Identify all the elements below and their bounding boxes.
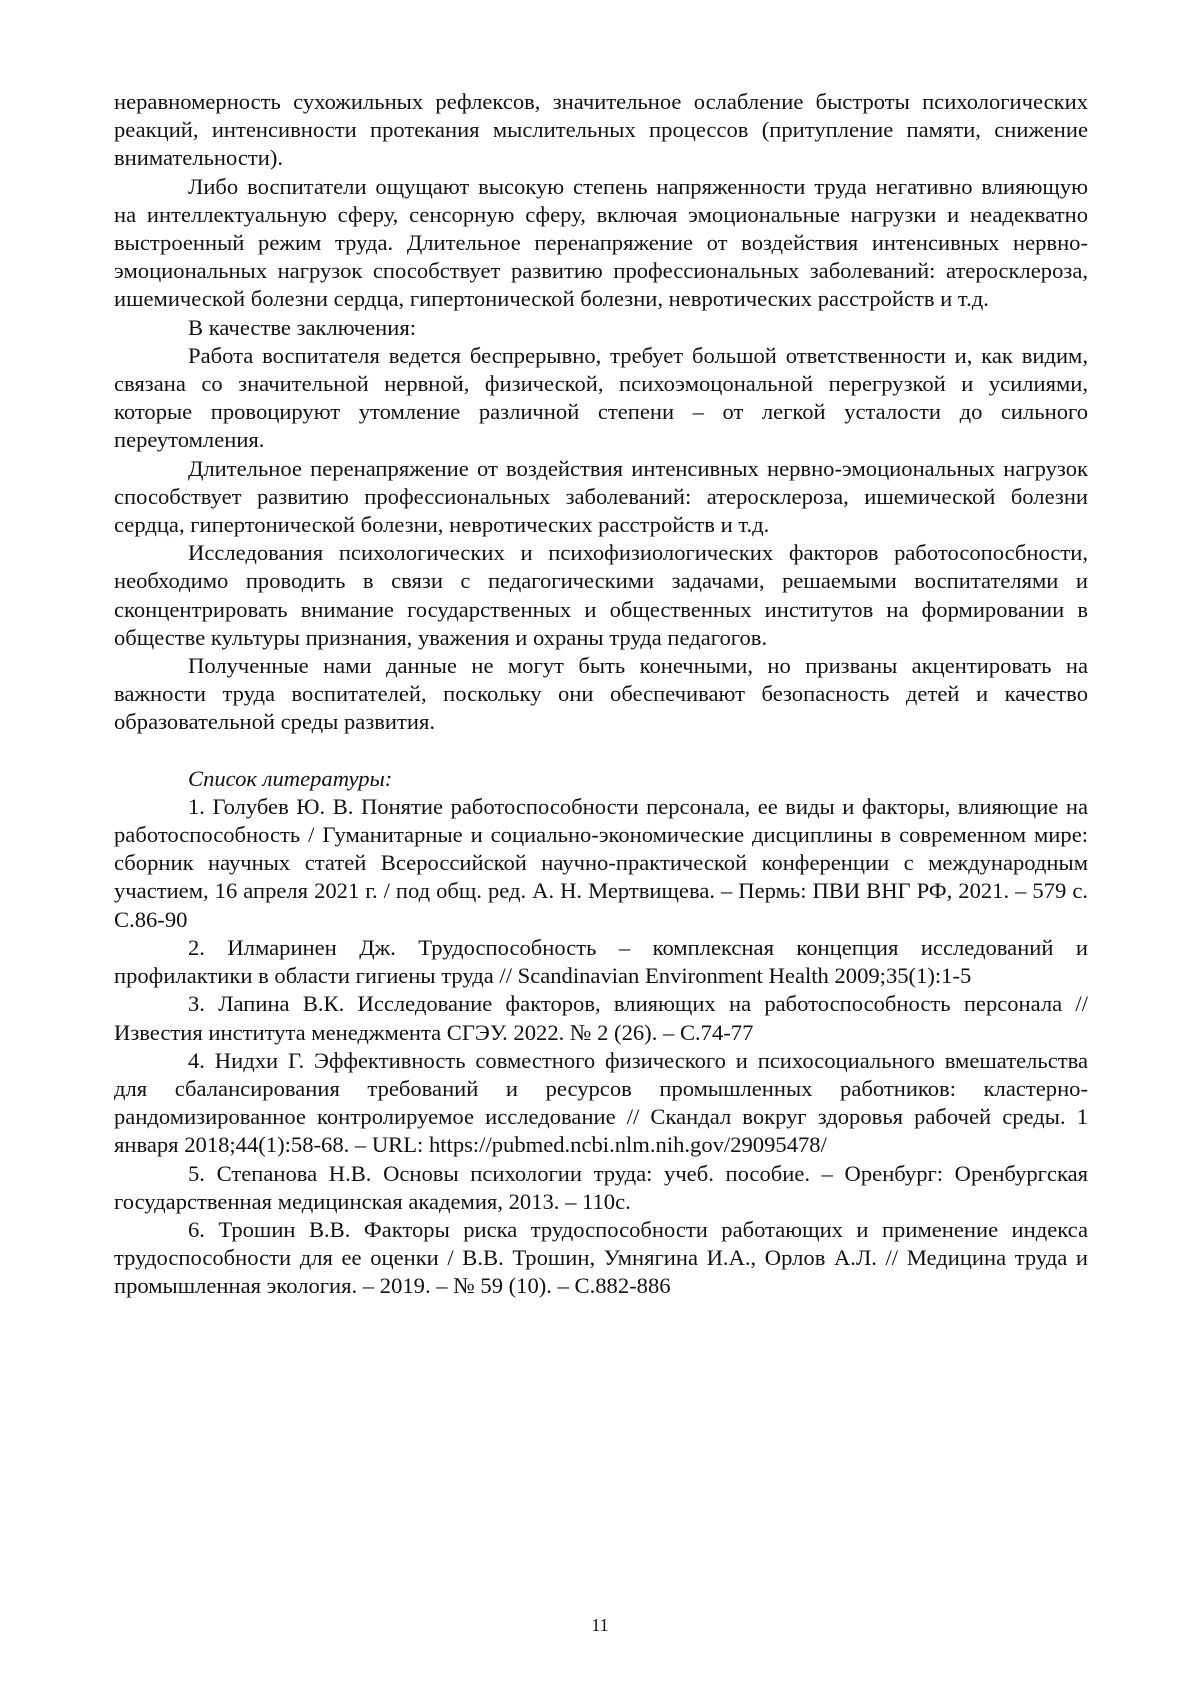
conclusion-heading: В качестве заключения: bbox=[188, 314, 417, 340]
page-number: 11 bbox=[591, 1615, 609, 1635]
reference-item: 2. Илмаринен Дж. Трудоспособность – комплексная концепция исследований и профилактики в области гигиены труда // Scandinavian Environment Health 2009;35(1):1-5 bbox=[114, 934, 1088, 989]
body-paragraph: Длительное перенапряжение от воздействия интенсивных нервно-эмоциональных нагрузок способствует развитию профессиональных заболеваний: атеросклероза, ишемической болезни сердца, гипертонической болезни, невротических расстройств и т.д. bbox=[114, 455, 1088, 538]
reference-item: 4. Нидхи Г. Эффективность совместного физического и психосоциального вмешательства для сбалансирования требований и ресурсов промышленных работников: кластерно-рандомизированное контролируемое исследование // Скандал вокруг здоровья рабочей среды. 1 января 2018;44(1):58-68. – URL: https://pubmed.ncbi.nlm.nih.gov/29095478/ bbox=[114, 1047, 1088, 1158]
reference-item: 1. Голубев Ю. В. Понятие работоспособности персонала, ее виды и факторы, влияющие на работоспособность / Гуманитарные и социально-экономические дисциплины в современном мире: сборник научных статей Всероссийской научно-практической конференции с международным участием, 16 апреля 2021 г. / под общ. ред. А. Н. Мертвищева. – Пермь: ПВИ ВНГ РФ, 2021. – 579 с. С.86-90 bbox=[114, 793, 1088, 932]
references-title: Список литературы: bbox=[188, 765, 393, 791]
reference-list bbox=[114, 793, 1088, 1301]
body-paragraph: Исследования психологических и психофизиологических факторов работосопосбности, необходимо проводить в связи с педагогическими задачами, решаемыми воспитателями и сконцентрировать внимание государственных и общественных институтов на формировании в обществе культуры признания, уважения и охраны труда педагогов. bbox=[114, 540, 1088, 650]
reference-item: 5. Степанова Н.В. Основы психологии труда: учеб. пособие. – Оренбург: Оренбургская государственная медицинская академия, 2013. – 110с. bbox=[114, 1160, 1088, 1214]
reference-item: 3. Лапина В.К. Исследование факторов, влияющих на работоспособность персонала // Известия института менеджмента СГЭУ. 2022. № 2 (26). – С.74-77 bbox=[114, 991, 1088, 1045]
body-paragraph: Работа воспитателя ведется беспрерывно, требует большой ответственности и, как видим, связана со значительной нервной, физической, психоэмоцональной перегрузкой и усилиями, которые провоцируют утомление различной степени – от легкой усталости до сильного переутомления. bbox=[114, 342, 1088, 453]
body-paragraph-continuation: неравномерность сухожильных рефлексов, значительное ослабление быстроты психологических реакций, интенсивности протекания мыслительных процессов (притупление памяти, снижение внимательности). bbox=[114, 89, 1088, 171]
body-paragraph: Либо воспитатели ощущают высокую степень напряженности труда негативно влияющую на интеллектуальную сферу, сенсорную сферу, включая эмоциональные нагрузки и неадекватно выстроенный режим труда. Длительное перенапряжение от воздействия интенсивных нервно-эмоциональных нагрузок способствует развитию профессиональных заболеваний: атеросклероза, ишемической болезни сердца, гипертонической болезни, невротических расстройств и т.д. bbox=[114, 173, 1088, 312]
body-paragraph: Полученные нами данные не могут быть конечными, но призваны акцентировать на важности труда воспитателей, поскольку они обеспечивают безопасность детей и качество образовательной среды развития. bbox=[114, 653, 1088, 735]
section-spacer bbox=[114, 737, 1088, 765]
page-content bbox=[114, 88, 1088, 1301]
reference-item: 6. Трошин В.В. Факторы риска трудоспособности работающих и применение индекса трудоспособности для ее оценки / В.В. Трошин, Умнягина И.А., Орлов А.Л. // Медицина труда и промышленная экология. – 2019. – № 59 (10). – С.882-886 bbox=[114, 1216, 1088, 1299]
